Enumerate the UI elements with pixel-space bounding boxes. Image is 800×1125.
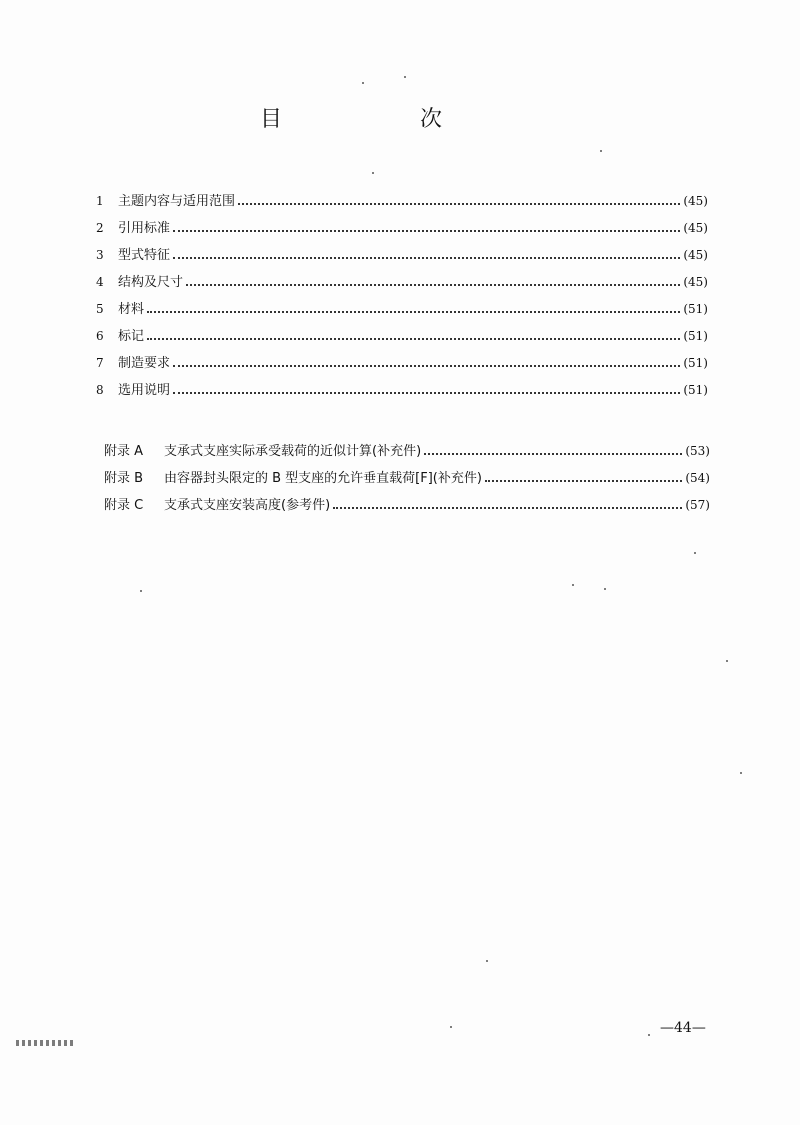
appendix-prefix: 附录 B (104, 471, 144, 486)
toc-entry[interactable] (96, 190, 708, 217)
appendix-label: 由容器封头限定的 B 型支座的允许垂直载荷[F](补充件) (164, 471, 482, 486)
appendix-prefix: 附录 C (104, 498, 144, 513)
toc-leader-dots (147, 338, 680, 340)
table-of-contents (96, 190, 708, 406)
toc-leader-dots (147, 311, 680, 313)
toc-leader-dots (186, 284, 680, 286)
scan-speck (740, 772, 742, 774)
toc-entry[interactable] (96, 244, 708, 271)
toc-entry-label: 型式特征 (118, 248, 171, 263)
toc-entry-page: (45) (683, 194, 708, 208)
toc-entry-label: 结构及尺寸 (118, 275, 184, 290)
page-title: 目 次 (259, 107, 500, 132)
appendix-page: (53) (685, 444, 710, 458)
toc-entry-page: (45) (683, 248, 708, 262)
scan-speck (600, 150, 602, 152)
toc-entry-label: 选用说明 (118, 383, 171, 398)
toc-entry[interactable] (96, 217, 708, 244)
toc-entry-page: (51) (683, 356, 708, 370)
toc-leader-dots (173, 257, 680, 259)
scan-speck (450, 1026, 452, 1028)
appendix-entry[interactable] (104, 440, 710, 467)
scan-speck (604, 588, 606, 590)
toc-leader-dots (173, 392, 680, 394)
scan-speck (648, 1034, 650, 1036)
toc-entry-number: 4 (96, 275, 104, 289)
scan-speck (572, 584, 574, 586)
scan-speck (694, 552, 696, 554)
appendix-list (104, 440, 710, 521)
toc-entry[interactable] (96, 325, 708, 352)
toc-entry-number: 3 (96, 248, 104, 262)
toc-entry-number: 5 (96, 302, 104, 316)
scan-speck (726, 660, 728, 662)
appendix-leader-dots (333, 507, 682, 509)
appendix-page: (54) (685, 471, 710, 485)
scan-speck (404, 76, 406, 78)
toc-entry-number: 6 (96, 329, 104, 343)
toc-entry-number: 7 (96, 356, 104, 370)
toc-entry-page: (45) (683, 221, 708, 235)
toc-entry[interactable] (96, 298, 708, 325)
toc-entry-page: (51) (683, 329, 708, 343)
appendix-label: 支承式支座安装高度(参考件) (164, 498, 331, 513)
toc-leader-dots (238, 203, 680, 205)
appendix-leader-dots (485, 480, 682, 482)
scan-speck (362, 82, 364, 84)
scan-edge-mark (16, 1040, 76, 1046)
appendix-prefix: 附录 A (104, 444, 144, 459)
appendix-leader-dots (424, 453, 682, 455)
scan-speck (140, 590, 142, 592)
toc-entry-label: 标记 (118, 329, 145, 344)
toc-leader-dots (173, 230, 680, 232)
toc-entry-label: 材料 (118, 302, 145, 317)
toc-entry-label: 引用标准 (118, 221, 171, 236)
page-number: —44— (660, 1020, 706, 1036)
toc-entry[interactable] (96, 352, 708, 379)
toc-entry[interactable] (96, 379, 708, 406)
toc-entry-page: (51) (683, 383, 708, 397)
appendix-entry[interactable] (104, 494, 710, 521)
toc-entry-page: (51) (683, 302, 708, 316)
scan-speck (372, 172, 374, 174)
toc-entry-page: (45) (683, 275, 708, 289)
scan-speck (486, 960, 488, 962)
toc-leader-dots (173, 365, 680, 367)
appendix-page: (57) (685, 498, 710, 512)
toc-entry[interactable] (96, 271, 708, 298)
toc-entry-label: 主题内容与适用范围 (118, 194, 236, 209)
appendix-entry[interactable] (104, 467, 710, 494)
toc-entry-number: 1 (96, 194, 104, 208)
appendix-label: 支承式支座实际承受载荷的近似计算(补充件) (164, 444, 422, 459)
toc-entry-number: 2 (96, 221, 104, 235)
toc-entry-label: 制造要求 (118, 356, 171, 371)
toc-entry-number: 8 (96, 383, 104, 397)
